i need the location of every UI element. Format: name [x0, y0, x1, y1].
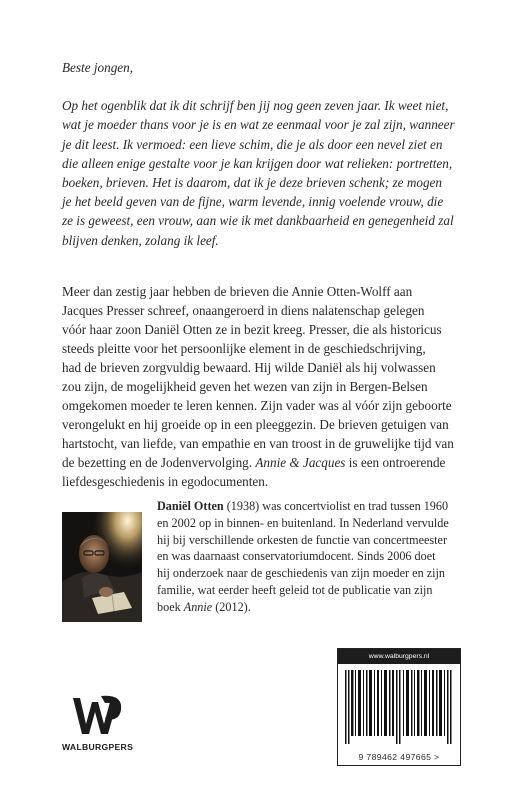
author-bio-paragraph — [157, 498, 463, 616]
quote-line: je dit leest. Ik vermoed: een lieve schim, die je als door een nevel ziet en — [62, 136, 443, 152]
author-bio-line: familie, wat eerder heeft geleid tot de publicatie van zijn — [157, 582, 433, 597]
description-line: hartstocht, van liefde, van empathie en van troost in de gruwelijke tijd van — [62, 436, 454, 451]
quote-salutation: Beste jongen, — [62, 60, 134, 75]
previous-book-title: Annie — [183, 599, 213, 614]
description-line: Meer dan zestig jaar hebben de brieven die Annie Otten-Wolff aan — [62, 284, 413, 299]
author-photo — [62, 512, 142, 622]
letter-quote — [62, 58, 462, 250]
description-line: zou zijn, de mogelijkheid geven het wezen van zijn in Bergen-Belsen — [62, 379, 428, 394]
author-bio-line: (2012). — [212, 599, 251, 614]
isbn-barcode — [337, 648, 461, 766]
quote-line: blijven denken, zolang ik leef. — [62, 232, 219, 248]
author-bio — [157, 498, 463, 616]
description-line: de bezetting en de Jodenvervolging. — [62, 455, 253, 470]
quote-line: ze is geweest, een vrouw, aan wie ik met dankbaarheid en genegenheid zal — [62, 213, 454, 229]
description-line: Jacques Presser schreef, onaangeroerd in diens nalatenschap gelegen — [62, 303, 425, 318]
barcode-bars — [343, 670, 455, 744]
description-line: liefdesgeschiedenis in egodocumenten. — [62, 474, 269, 489]
description-line: had de brieven zorgvuldig bewaard. Hij wilde Daniël als hij volwassen — [62, 360, 436, 375]
isbn-digits: 9 789462 497665 > — [358, 752, 440, 762]
author-bio-line: boek — [157, 599, 184, 614]
description-line: vóór haar zoon Daniël Otten ze in bezit kreeg. Presser, die als historicus — [62, 322, 442, 337]
description-line: steeds pleitte voor het persoonlijke element in de geschiedschrijving, — [62, 341, 426, 356]
publisher-url: www.walburgpers.nl — [338, 649, 460, 664]
author-bio-line: hij bij verschillende orkesten de functie van concertmeester — [157, 532, 448, 547]
quote-line: je het beeld geven van de fijne, warm levende, innig voelende vrouw, die — [62, 194, 444, 210]
quote-line: boeken, brieven. Het is daarom, dat ik je deze brieven schenk; ze mogen — [62, 175, 442, 191]
quote-line: die alleen enige gestalte voor je kan krijgen door wat relieken: portretten, — [62, 155, 453, 171]
quote-line: wat je moeder thans voor je is en wat ze eenmaal voor je zal zijn, wanneer — [62, 117, 455, 133]
description-paragraph — [62, 282, 462, 491]
description-line: omgekomen moeder te leren kennen. Zijn vader was al vóór zijn geboorte — [62, 398, 452, 413]
publisher-name: WALBURGPERS — [62, 742, 134, 752]
book-description — [62, 282, 462, 491]
description-line: is een ontroerende — [345, 455, 446, 470]
author-name: Daniël Otten — [157, 499, 224, 513]
author-portrait-image — [62, 512, 142, 622]
author-bio-line: (1938) was concertviolist en trad tussen 1960 — [223, 499, 449, 513]
quote-line: Op het ogenblik dat ik dit schrijf ben jij nog geen zeven jaar. Ik weet niet, — [62, 98, 449, 114]
description-line: verongelukt en hij groeide op in een pleeggezin. De brieven getuigen van — [62, 417, 449, 432]
author-bio-line: hij onderzoek naar de geschiedenis van zijn moeder en zijn — [157, 566, 445, 581]
author-bio-line: en 2002 op in binnen- en buitenland. In Nederland vervulde — [157, 515, 449, 530]
book-title: Annie & Jacques — [255, 455, 346, 470]
quote-paragraph — [62, 96, 462, 250]
author-bio-line: en was daarnaast conservatoriumdocent. Sinds 2006 doet — [157, 549, 436, 564]
publisher-logo — [62, 692, 132, 758]
walburgpers-logo-icon — [71, 692, 123, 740]
